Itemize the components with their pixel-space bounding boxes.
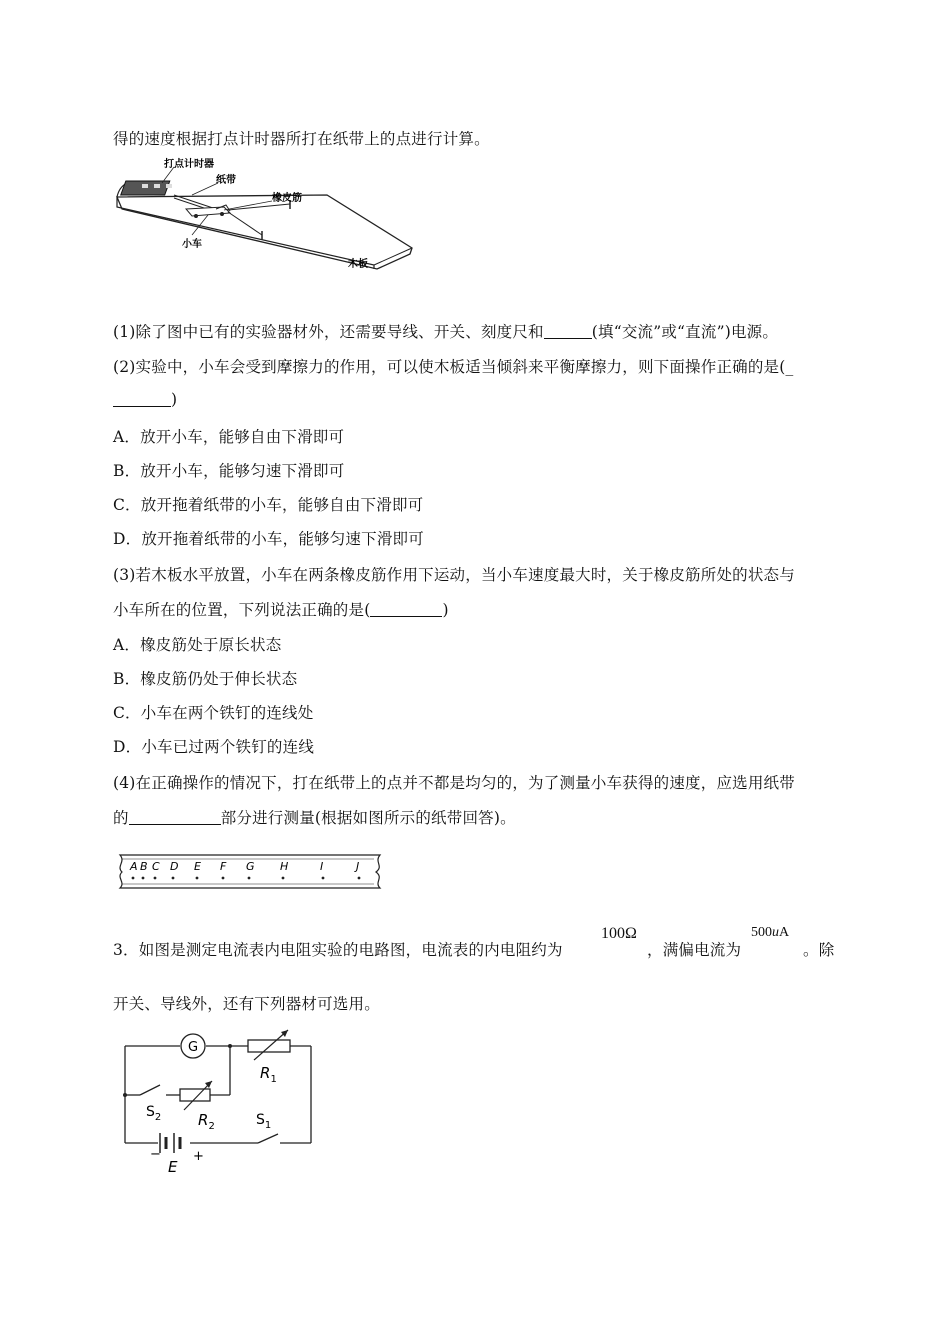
question-4-line2 bbox=[113, 806, 516, 828]
plus-label: + bbox=[193, 1149, 204, 1164]
q3-option-b: B．橡皮筋仍处于伸长状态 bbox=[113, 670, 298, 688]
tape-dot-H bbox=[282, 877, 285, 880]
label-timer: 打点计时器 bbox=[164, 159, 214, 170]
q4-blank bbox=[129, 809, 221, 826]
tape-dot-E bbox=[196, 877, 199, 880]
tape-dot-J bbox=[358, 877, 361, 880]
q1-text-after: (填“交流”或“直流”)电源。 bbox=[591, 323, 779, 341]
e-label: E bbox=[168, 1158, 178, 1176]
q3-option-d: D．小车已过两个铁钉的连线 bbox=[113, 738, 315, 756]
r1-label: $R_1$ bbox=[260, 1064, 277, 1085]
tape-dot-G bbox=[248, 877, 251, 880]
problem-3-text-1: 3．如图是测定电流表内电阻实验的电路图，电流表的内电阻约为 bbox=[113, 941, 563, 959]
tape-label-E: E bbox=[194, 860, 201, 873]
tape-label-J: J bbox=[356, 860, 360, 873]
current-value bbox=[751, 925, 789, 941]
intro-text: 得的速度根据打点计时器所打在纸带上的点进行计算。 bbox=[113, 130, 490, 148]
q2-option-b: B．放开小车，能够匀速下滑即可 bbox=[113, 462, 345, 480]
q2-paren: ) bbox=[171, 390, 178, 409]
problem-3-text-3: 。除 bbox=[803, 941, 835, 959]
question-4-line1: (4)在正确操作的情况下，打在纸带上的点并不都是均匀的，为了测量小车获得的速度，应选用纸带 bbox=[113, 774, 795, 792]
problem-3-line-2: 开关、导线外，还有下列器材可选用。 bbox=[113, 995, 380, 1013]
question-2-line2 bbox=[113, 390, 177, 409]
s1-label: $S_1$ bbox=[256, 1112, 272, 1131]
tape-label-A: A bbox=[130, 860, 138, 873]
q4-text-after: 部分进行测量(根据如图所示的纸带回答)。 bbox=[220, 809, 516, 827]
current-mu: u bbox=[772, 925, 779, 940]
resistance-value: 100Ω bbox=[601, 925, 637, 942]
label-cart: 小车 bbox=[182, 239, 202, 250]
q2-option-c: C．放开拖着纸带的小车，能够自由下滑即可 bbox=[113, 496, 424, 514]
label-tape: 纸带 bbox=[216, 175, 236, 186]
question-2-line1: (2)实验中，小车会受到摩擦力的作用，可以使木板适当倾斜来平衡摩擦力，则下面操作正确的是(_ bbox=[113, 358, 794, 376]
q3-blank bbox=[370, 601, 442, 618]
tape-label-H: H bbox=[280, 860, 289, 873]
circuit-diagram bbox=[118, 1028, 323, 1178]
tape-label-G: G bbox=[246, 860, 255, 873]
question-3-line1: (3)若木板水平放置，小车在两条橡皮筋作用下运动，当小车速度最大时，关于橡皮筋所处的状态与 bbox=[113, 566, 795, 584]
galvanometer-label: G bbox=[188, 1040, 199, 1055]
question-3-line2 bbox=[113, 598, 449, 620]
tape-dot-D bbox=[172, 877, 175, 880]
current-number: 500 bbox=[751, 925, 772, 940]
q2-option-a: A．放开小车，能够自由下滑即可 bbox=[113, 428, 345, 446]
tape-dot-I bbox=[322, 877, 325, 880]
tape-label-D: D bbox=[170, 860, 179, 873]
battery-icon bbox=[160, 1133, 180, 1153]
tape-label-I: I bbox=[320, 860, 324, 873]
label-board: 木板 bbox=[348, 259, 368, 270]
tape-dot-F bbox=[222, 877, 225, 880]
q2-option-d: D．放开拖着纸带的小车，能够匀速下滑即可 bbox=[113, 530, 424, 548]
s2-label: $S_2$ bbox=[146, 1104, 162, 1123]
problem-3-text-2: ，满偏电流为 bbox=[647, 941, 742, 959]
r2-label: $R_2$ bbox=[198, 1111, 215, 1132]
tape-label-C: C bbox=[152, 860, 160, 873]
q3-option-c: C．小车在两个铁钉的连线处 bbox=[113, 704, 314, 722]
tape-label-B: B bbox=[140, 860, 148, 873]
q2-blank bbox=[113, 390, 171, 407]
experiment-figure bbox=[112, 153, 417, 273]
question-1 bbox=[113, 320, 778, 342]
minus-label: − bbox=[150, 1147, 161, 1162]
timer-device bbox=[121, 181, 172, 195]
tape-dot-B bbox=[142, 877, 145, 880]
tape-dot-A bbox=[132, 877, 135, 880]
label-rubber-band: 橡皮筋 bbox=[272, 193, 302, 204]
q4-text-before: 的 bbox=[113, 809, 129, 827]
paper-tape-figure bbox=[112, 852, 387, 892]
current-unit: A bbox=[779, 925, 790, 940]
q3-option-a: A．橡皮筋处于原长状态 bbox=[113, 636, 282, 654]
q3-paren: ) bbox=[442, 601, 449, 619]
tape-dot-C bbox=[154, 877, 157, 880]
q1-blank bbox=[544, 323, 592, 340]
q1-text-before: (1)除了图中已有的实验器材外，还需要导线、开关、刻度尺和 bbox=[113, 323, 544, 341]
tape-label-F: F bbox=[220, 860, 227, 873]
q3-text-before: 小车所在的位置，下列说法正确的是( bbox=[113, 601, 371, 619]
